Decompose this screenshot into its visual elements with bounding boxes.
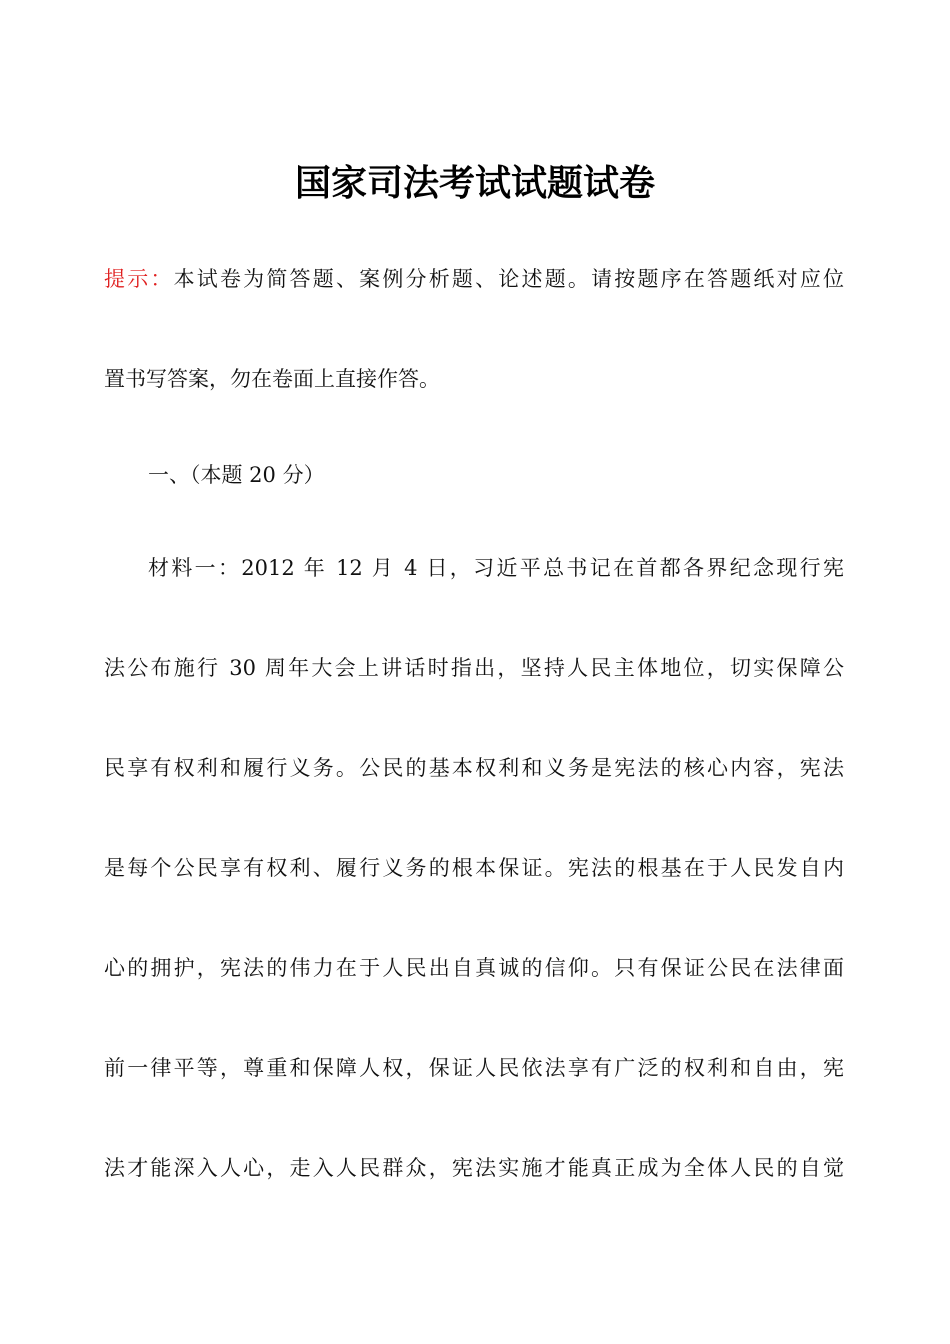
paragraph-line: 材料一：2012 年 12 月 4 日，习近平总书记在首都各界纪念现行宪 xyxy=(148,556,844,580)
paragraph-line: 是每个公民享有权利、履行义务的根本保证。宪法的根基在于人民发自内 xyxy=(104,856,844,880)
hint-text: 本试卷为简答题、案例分析题、论述题。请按题序在答题纸对应位 xyxy=(173,267,844,291)
paragraph-line: 法才能深入人心，走入人民群众，宪法实施才能真正成为全体人民的自觉 xyxy=(104,1156,844,1180)
paragraph-line: 前一律平等，尊重和保障人权，保证人民依法享有广泛的权利和自由，宪 xyxy=(104,1056,844,1080)
hint-line-2: 置书写答案，勿在卷面上直接作答。 xyxy=(104,367,440,391)
document-title: 国家司法考试试题试卷 xyxy=(294,163,655,204)
paragraph-line: 心的拥护，宪法的伟力在于人民出自真诚的信仰。只有保证公民在法律面 xyxy=(104,956,844,980)
paragraph-line: 法公布施行 30 周年大会上讲话时指出，坚持人民主体地位，切实保障公 xyxy=(104,656,844,680)
section-heading: 一、（本题 20 分） xyxy=(148,463,325,487)
hint-label: 提示： xyxy=(104,267,174,291)
hint-line-1 xyxy=(104,264,844,294)
paragraph-line: 民享有权利和履行义务。公民的基本权利和义务是宪法的核心内容，宪法 xyxy=(104,756,844,780)
